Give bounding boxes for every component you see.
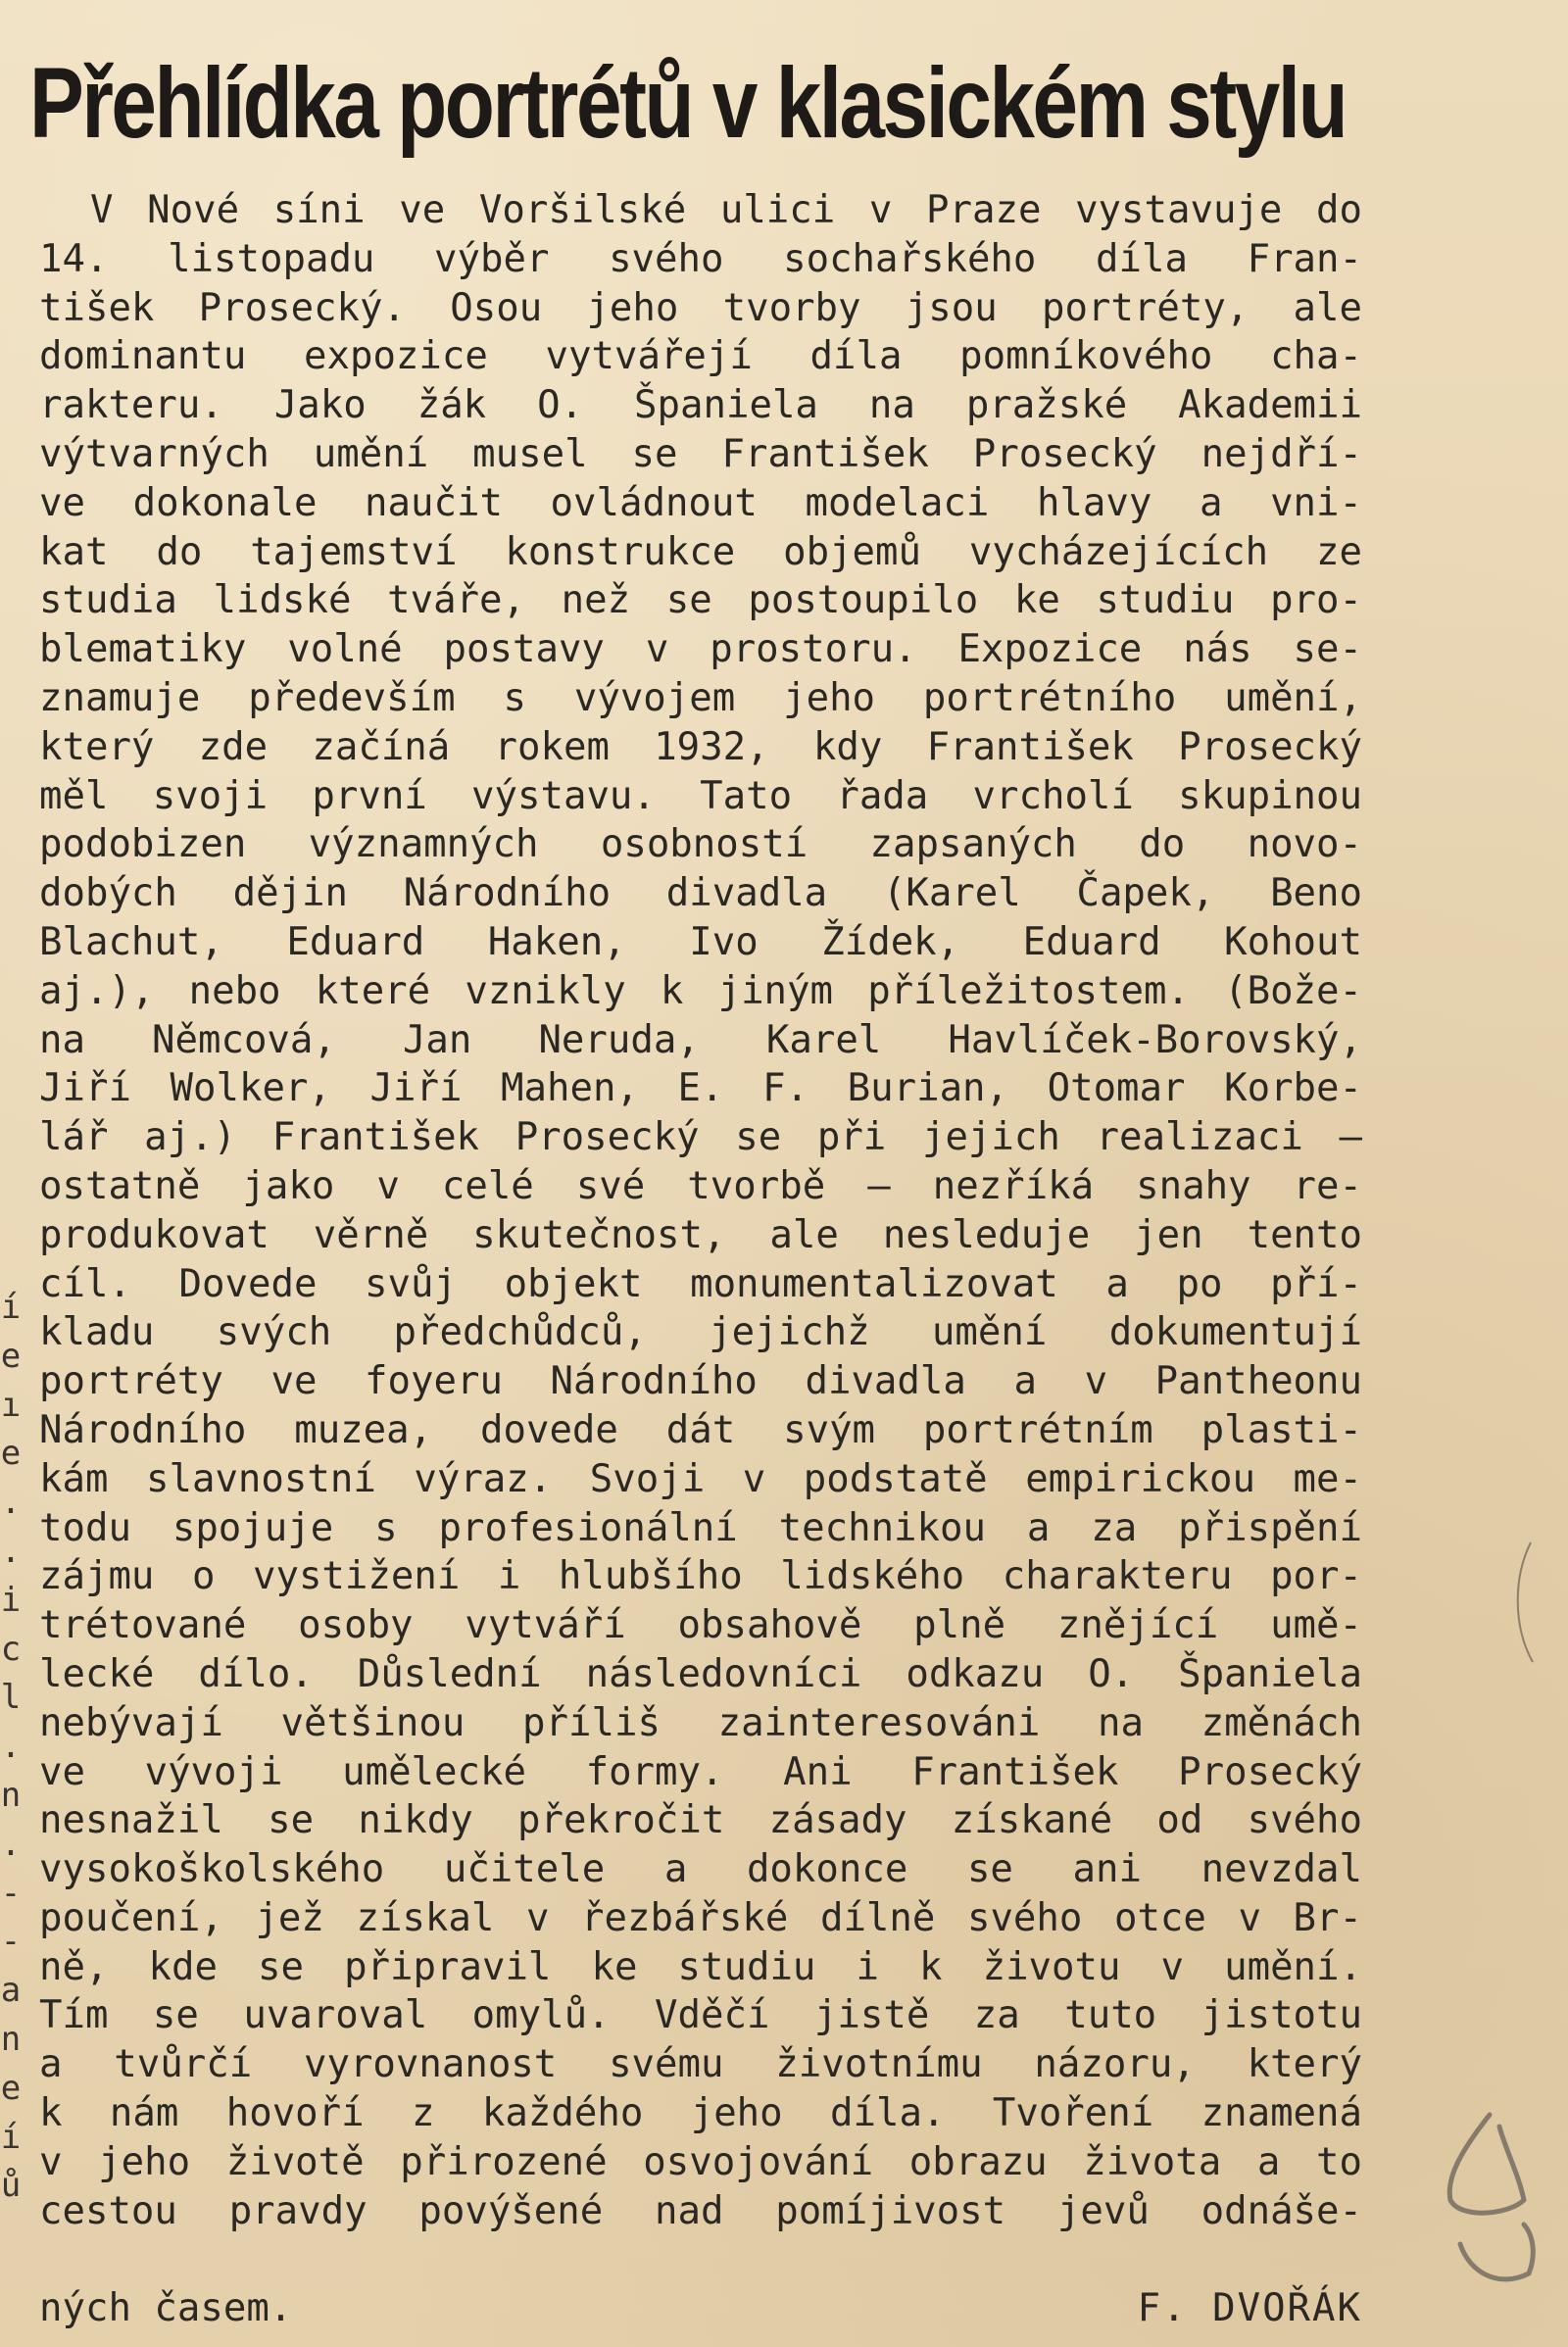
article-line: vysokoškolského učitele a dokonce se ani nevzdal: [39, 1847, 1362, 1892]
article-line: na Němcová, Jan Neruda, Karel Havlíček-Borovský,: [39, 1017, 1362, 1062]
article-line: Tím se uvaroval omylů. Vděčí jistě za tuto jistotu: [39, 1993, 1362, 2038]
article-line: produkovat věrně skutečnost, ale nesleduje jen tento: [39, 1212, 1362, 1257]
margin-fragment: c: [0, 1629, 22, 1669]
article-line: podobizen významných osobností zapsaných do novo-: [39, 822, 1362, 867]
margin-fragment: .: [0, 1727, 22, 1767]
article-line: kladu svých předchůdců, jejichž umění dokumentují: [39, 1310, 1362, 1355]
article-line: todu spojuje s profesionální technikou a za přispění: [39, 1505, 1362, 1550]
article-line: V Nové síni ve Voršilské ulici v Praze vystavuje do: [90, 188, 1362, 232]
article-line: ve dokonale naučit ovládnout modelaci hlavy a vni-: [39, 480, 1362, 525]
margin-fragment: í: [0, 2117, 22, 2157]
article-line: rakteru. Jako žák O. Španiela na pražské Akademii: [39, 383, 1362, 428]
article-line: cíl. Dovede svůj objekt monumentalizovat a po pří-: [39, 1261, 1362, 1306]
article-line: Jiří Wolker, Jiří Mahen, E. F. Burian, Otomar Korbe-: [39, 1066, 1362, 1111]
handwritten-pencil-mark: [1431, 2107, 1548, 2303]
article-line: znamuje především s vývojem jeho portrétního umění,: [39, 675, 1362, 720]
article-line-text: ných časem.: [39, 2286, 293, 2331]
article-line: blematiky volné postavy v prostoru. Expozice nás se-: [39, 627, 1362, 672]
article-line: aj.), nebo které vznikly k jiným příležitostem. (Bože-: [39, 968, 1362, 1013]
article-line: kat do tajemství konstrukce objemů vycházejících ze: [39, 529, 1362, 574]
article-line: portréty ve foyeru Národního divadla a v Pantheonu: [39, 1359, 1362, 1404]
margin-fragment: ı: [0, 1385, 22, 1425]
article-line: zájmu o vystižení i hlubšího lidského charakteru por-: [39, 1554, 1362, 1599]
article-line: dobých dějin Národního divadla (Karel Čapek, Beno: [39, 871, 1362, 916]
author-signature: F. DVOŘÁK: [1137, 2286, 1362, 2331]
article-line: výtvarných umění musel se František Prosecký nejdří-: [39, 431, 1362, 476]
article-line: v jeho životě přirozené osvojování obrazu života a to: [39, 2139, 1362, 2184]
article-line: lecké dílo. Důslední následovníci odkazu O. Španiela: [39, 1651, 1362, 1696]
article-line-last: [39, 2284, 1362, 2333]
article-line: Národního muzea, dovede dát svým portrétním plasti-: [39, 1407, 1362, 1452]
article-line: cestou pravdy povýšené nad pomíjivost jevů odnáše-: [39, 2188, 1362, 2233]
article-line: nesnažil se nikdy překročit zásady získané od svého: [39, 1798, 1362, 1843]
margin-fragment: í: [0, 1288, 22, 1327]
margin-fragment: l: [0, 1678, 22, 1718]
margin-fragment: .: [0, 1531, 22, 1571]
article-line: nebývají většinou příliš zainteresováni na změnách: [39, 1700, 1362, 1745]
article-body: [39, 186, 1362, 2333]
margin-fragment: n: [0, 1775, 22, 1815]
pencil-arc-mark: [1509, 1539, 1539, 1666]
margin-fragment: .: [0, 1483, 22, 1523]
margin-fragment: -: [0, 1873, 22, 1913]
adjacent-column-fragments: [0, 1284, 22, 2260]
article-line: měl svoji první výstavu. Tato řada vrcholí skupinou: [39, 773, 1362, 818]
margin-fragment: e: [0, 1336, 22, 1376]
article-line: 14. listopadu výběr svého sochařského díla Fran-: [39, 236, 1362, 281]
margin-fragment: ů: [0, 2166, 22, 2206]
article-line: [39, 2235, 1362, 2284]
article-line: ve vývoji umělecké formy. Ani František Prosecký: [39, 1749, 1362, 1794]
article-line: kám slavnostní výraz. Svoji v podstatě empirickou me-: [39, 1456, 1362, 1501]
article-line: ostatně jako v celé své tvorbě — nezříká snahy re-: [39, 1163, 1362, 1208]
article-line: k nám hovoří z každého jeho díla. Tvoření znamená: [39, 2091, 1362, 2136]
margin-fragment: e: [0, 2068, 22, 2108]
article-line: lář aj.) František Prosecký se při jejich realizaci —: [39, 1115, 1362, 1160]
margin-fragment: n: [0, 2019, 22, 2059]
headline: Přehlídka portrétů v klasickém stylu: [29, 47, 1347, 159]
article-line: a tvůrčí vyrovnanost svému životnímu názoru, který: [39, 2042, 1362, 2087]
margin-fragment: a: [0, 1971, 22, 2011]
margin-fragment: .: [0, 1824, 22, 1864]
article-line: dominantu expozice vytvářejí díla pomníkového cha-: [39, 334, 1362, 379]
article-line: který zde začíná rokem 1932, kdy František Prosecký: [39, 724, 1362, 769]
article-line: tišek Prosecký. Osou jeho tvorby jsou portréty, ale: [39, 285, 1362, 330]
margin-fragment: [0, 2211, 22, 2260]
article-line: trétované osoby vytváří obsahově plně znějící umě-: [39, 1603, 1362, 1648]
margin-fragment: -: [0, 1922, 22, 1962]
article-line: studia lidské tváře, než se postoupilo ke studiu pro-: [39, 578, 1362, 623]
article-line: ně, kde se připravil ke studiu i k životu v umění.: [39, 1944, 1362, 1989]
margin-fragment: e: [0, 1434, 22, 1474]
article-line: poučení, jež získal v řezbářské dílně svého otce v Br-: [39, 1895, 1362, 1940]
article-line: Blachut, Eduard Haken, Ivo Žídek, Eduard Kohout: [39, 919, 1362, 964]
margin-fragment: i: [0, 1580, 22, 1620]
